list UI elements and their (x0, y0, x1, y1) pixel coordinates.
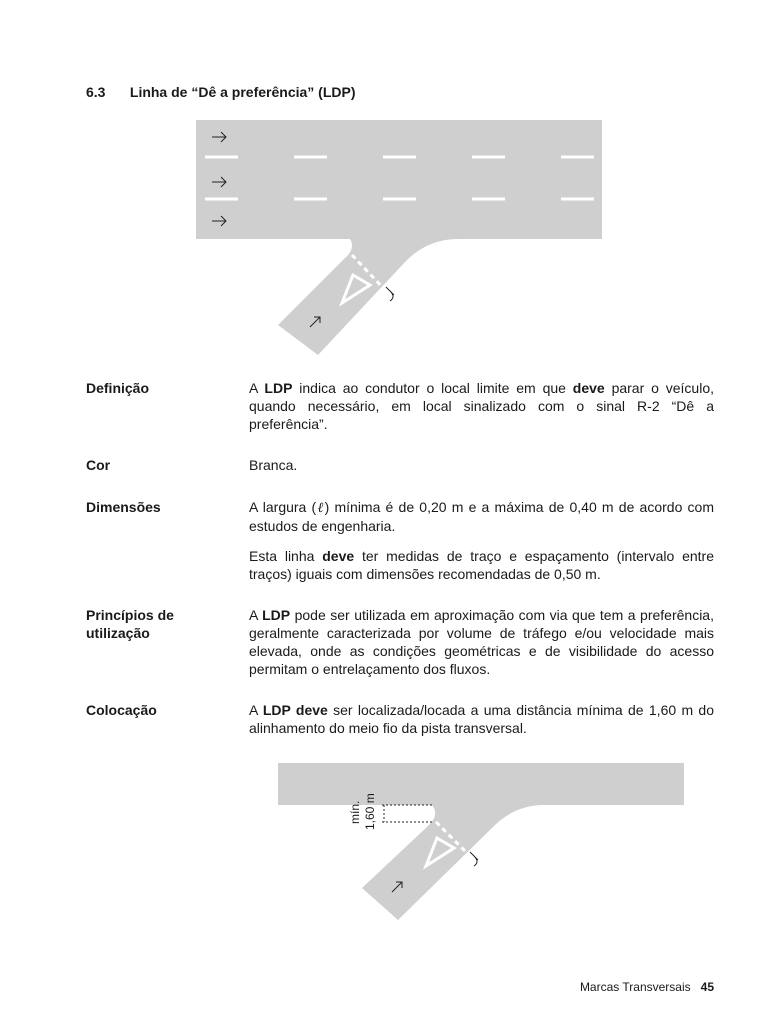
label-dimensoes: Dimensões (86, 499, 161, 515)
section-heading (86, 84, 356, 100)
placement-diagram (276, 758, 688, 923)
label-cor: Cor (86, 457, 111, 473)
text-cor: Branca. (249, 457, 298, 473)
page-number: 45 (700, 980, 714, 994)
dimension-guides (382, 805, 432, 822)
page-footer (580, 980, 714, 994)
label-definicao: Definição (86, 380, 150, 396)
main-road (196, 120, 602, 239)
side-road (362, 805, 544, 920)
text-colocacao: A LDP deve ser localizada/locada a uma distância mínima de 1,60 m do alinhamento do meio fio da pista transversal. (249, 702, 714, 736)
label-colocacao: Colocação (86, 702, 157, 718)
intersection-diagram-top (190, 115, 610, 360)
label-principios: Princípios de utilização (86, 607, 174, 641)
dimension-label-min: mín. (348, 800, 362, 824)
width-dimension-mark (386, 287, 394, 301)
width-dimension-mark (470, 852, 478, 866)
section-title: Linha de “Dê a preferência” (LDP) (129, 84, 356, 100)
text-principios: A LDP pode ser utilizada em aproximação com via que tem a preferência, geralmente caracterizada por volume de tráfego e/ou velocidade mais elevada, onde as condições geométricas e de visibilidade do acesso permitam o entrelaçamento dos fluxos. (249, 607, 714, 677)
section-number: 6.3 (86, 84, 106, 100)
main-road (278, 763, 684, 805)
text-dimensoes: A largura (ℓ) mínima é de 0,20 m e a máxima de 0,40 m de acordo com estudos de engenharia. Esta linha deve ter medidas de traço e espaçamento (intervalo entre traços) iguais com dimensões recomendadas de 0,50 m. (249, 499, 714, 582)
dimension-label-value: 1,60 m (363, 793, 377, 830)
footer-title: Marcas Transversais (579, 980, 691, 994)
side-road (278, 239, 458, 355)
text-definicao: A LDP indica ao condutor o local limite em que deve parar o veículo, quando necessário, em local sinalizado com o sinal R-2 “Dê a preferência”. (249, 380, 714, 432)
